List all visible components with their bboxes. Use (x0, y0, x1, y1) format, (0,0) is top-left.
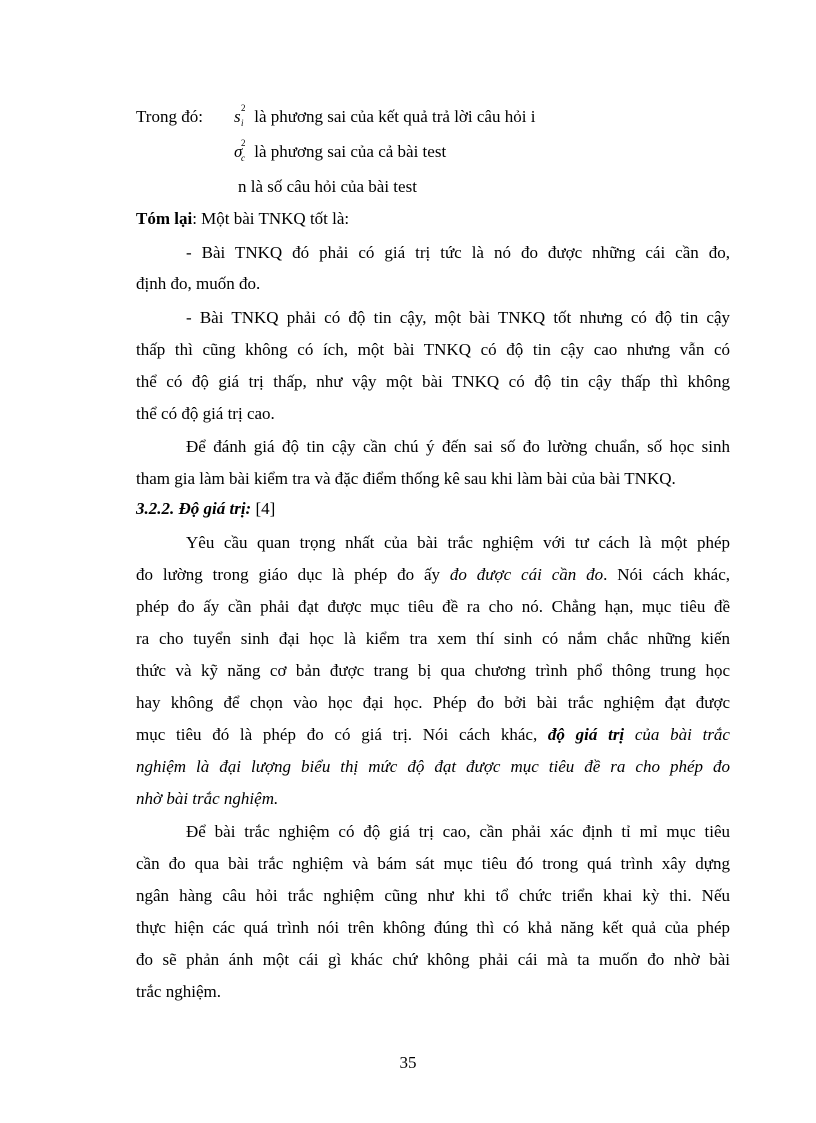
summary-intro: Tóm lại: Một bài TNKQ tốt là: (136, 209, 350, 228)
summary-label: Tóm lại (136, 209, 193, 228)
section-title: 3.2.2. Độ giá trị: (136, 499, 252, 518)
validity-para2-line2: cần đo qua bài trắc nghiệm và bám sát mục tiêu đó trong quá trình xây dựng (136, 854, 730, 873)
variance-total-line (234, 138, 447, 163)
validity-para1-line1: Yêu cầu quan trọng nhất của bài trắc nghiệm với tư cách là một phép (186, 533, 730, 552)
variance-item-desc: là phương sai của kết quả trả lời câu hỏi i (254, 107, 536, 126)
emphasis-validity-term: độ giá trị (547, 725, 625, 744)
section-reference: [4] (251, 499, 276, 518)
reliability-para-line2: tham gia làm bài kiểm tra và đặc điểm thống kê sau khi làm bài của bài TNKQ. (136, 469, 676, 488)
validity-para2-line5: đo sẽ phản ánh một cái gì khác chứ không phải cái mà ta muốn đo nhờ bài (136, 950, 730, 969)
validity-para1-line2: đo lường trong giáo dục là phép đo ấy đo được cái cần đo. Nói cách khác, (136, 565, 731, 584)
validity-para2-line3: ngân hàng câu hỏi trắc nghiệm cũng như khi tổ chức triển khai kỳ thi. Nếu (136, 886, 730, 905)
validity-para1-line3: phép đo ấy cần phải đạt được mục tiêu đề ra cho nó. Chẳng hạn, mục tiêu đề (136, 597, 730, 616)
validity-para2-line4: thực hiện các quá trình nói trên không đúng thì có khả năng kết quả của phép (136, 918, 730, 937)
bullet2-line1: - Bài TNKQ phải có độ tin cậy, một bài TNKQ tốt nhưng có độ tin cậy (186, 308, 730, 327)
page-number: 35 (399, 1053, 417, 1072)
math-symbol-sigma: σ 2 c (234, 138, 246, 163)
bullet2-line4: thể có độ giá trị cao. (136, 404, 275, 423)
validity-para1-line5: thức và kỹ năng cơ bản được trang bị qua chương trình phổ thông trung học (136, 661, 730, 680)
validity-para1-line9: nhờ bài trắc nghiệm. (136, 789, 279, 808)
question-count-line: n là số câu hỏi của bài test (238, 177, 417, 196)
variance-item-line (234, 103, 536, 128)
reliability-para-line1: Để đánh giá độ tin cậy cần chú ý đến sai số đo lường chuẩn, số học sinh (186, 437, 730, 456)
validity-para2-line1: Để bài trắc nghiệm có độ giá trị cao, cần phải xác định tỉ mỉ mục tiêu (186, 822, 730, 841)
validity-para1-line6: hay không để chọn vào học đại học. Phép đo bởi bài trắc nghiệm đạt được (136, 693, 730, 712)
validity-para1-line7: mục tiêu đó là phép đo có giá trị. Nói cách khác, độ giá trị của bài trắc (136, 725, 730, 744)
bullet1-line1: - Bài TNKQ đó phải có giá trị tức là nó đo được những cái cần đo, (186, 243, 730, 262)
validity-para1-line4: ra cho tuyển sinh đại học là kiểm tra xem thí sinh có nắm chắc những kiến (136, 629, 730, 648)
emphasis-measure-what-needed: đo được cái cần đo (449, 565, 604, 584)
validity-para1-line8: nghiệm là đại lượng biểu thị mức độ đạt được mục tiêu đề ra cho phép đo (136, 757, 730, 776)
variance-total-desc: là phương sai của cả bài test (254, 142, 447, 161)
validity-para2-line6: trắc nghiệm. (136, 982, 221, 1001)
bullet2-line2: thấp thì cũng không có ích, một bài TNKQ có độ tin cậy cao nhưng vẫn có (136, 340, 730, 359)
bullet1-line2: định đo, muốn đo. (136, 274, 261, 293)
section-heading (136, 499, 275, 519)
bullet2-line3: thể có độ giá trị thấp, như vậy một bài TNKQ có độ tin cậy thấp thì không (136, 372, 730, 391)
math-symbol-s: s 2 i (234, 103, 246, 128)
where-label: Trong đó: (136, 107, 203, 126)
